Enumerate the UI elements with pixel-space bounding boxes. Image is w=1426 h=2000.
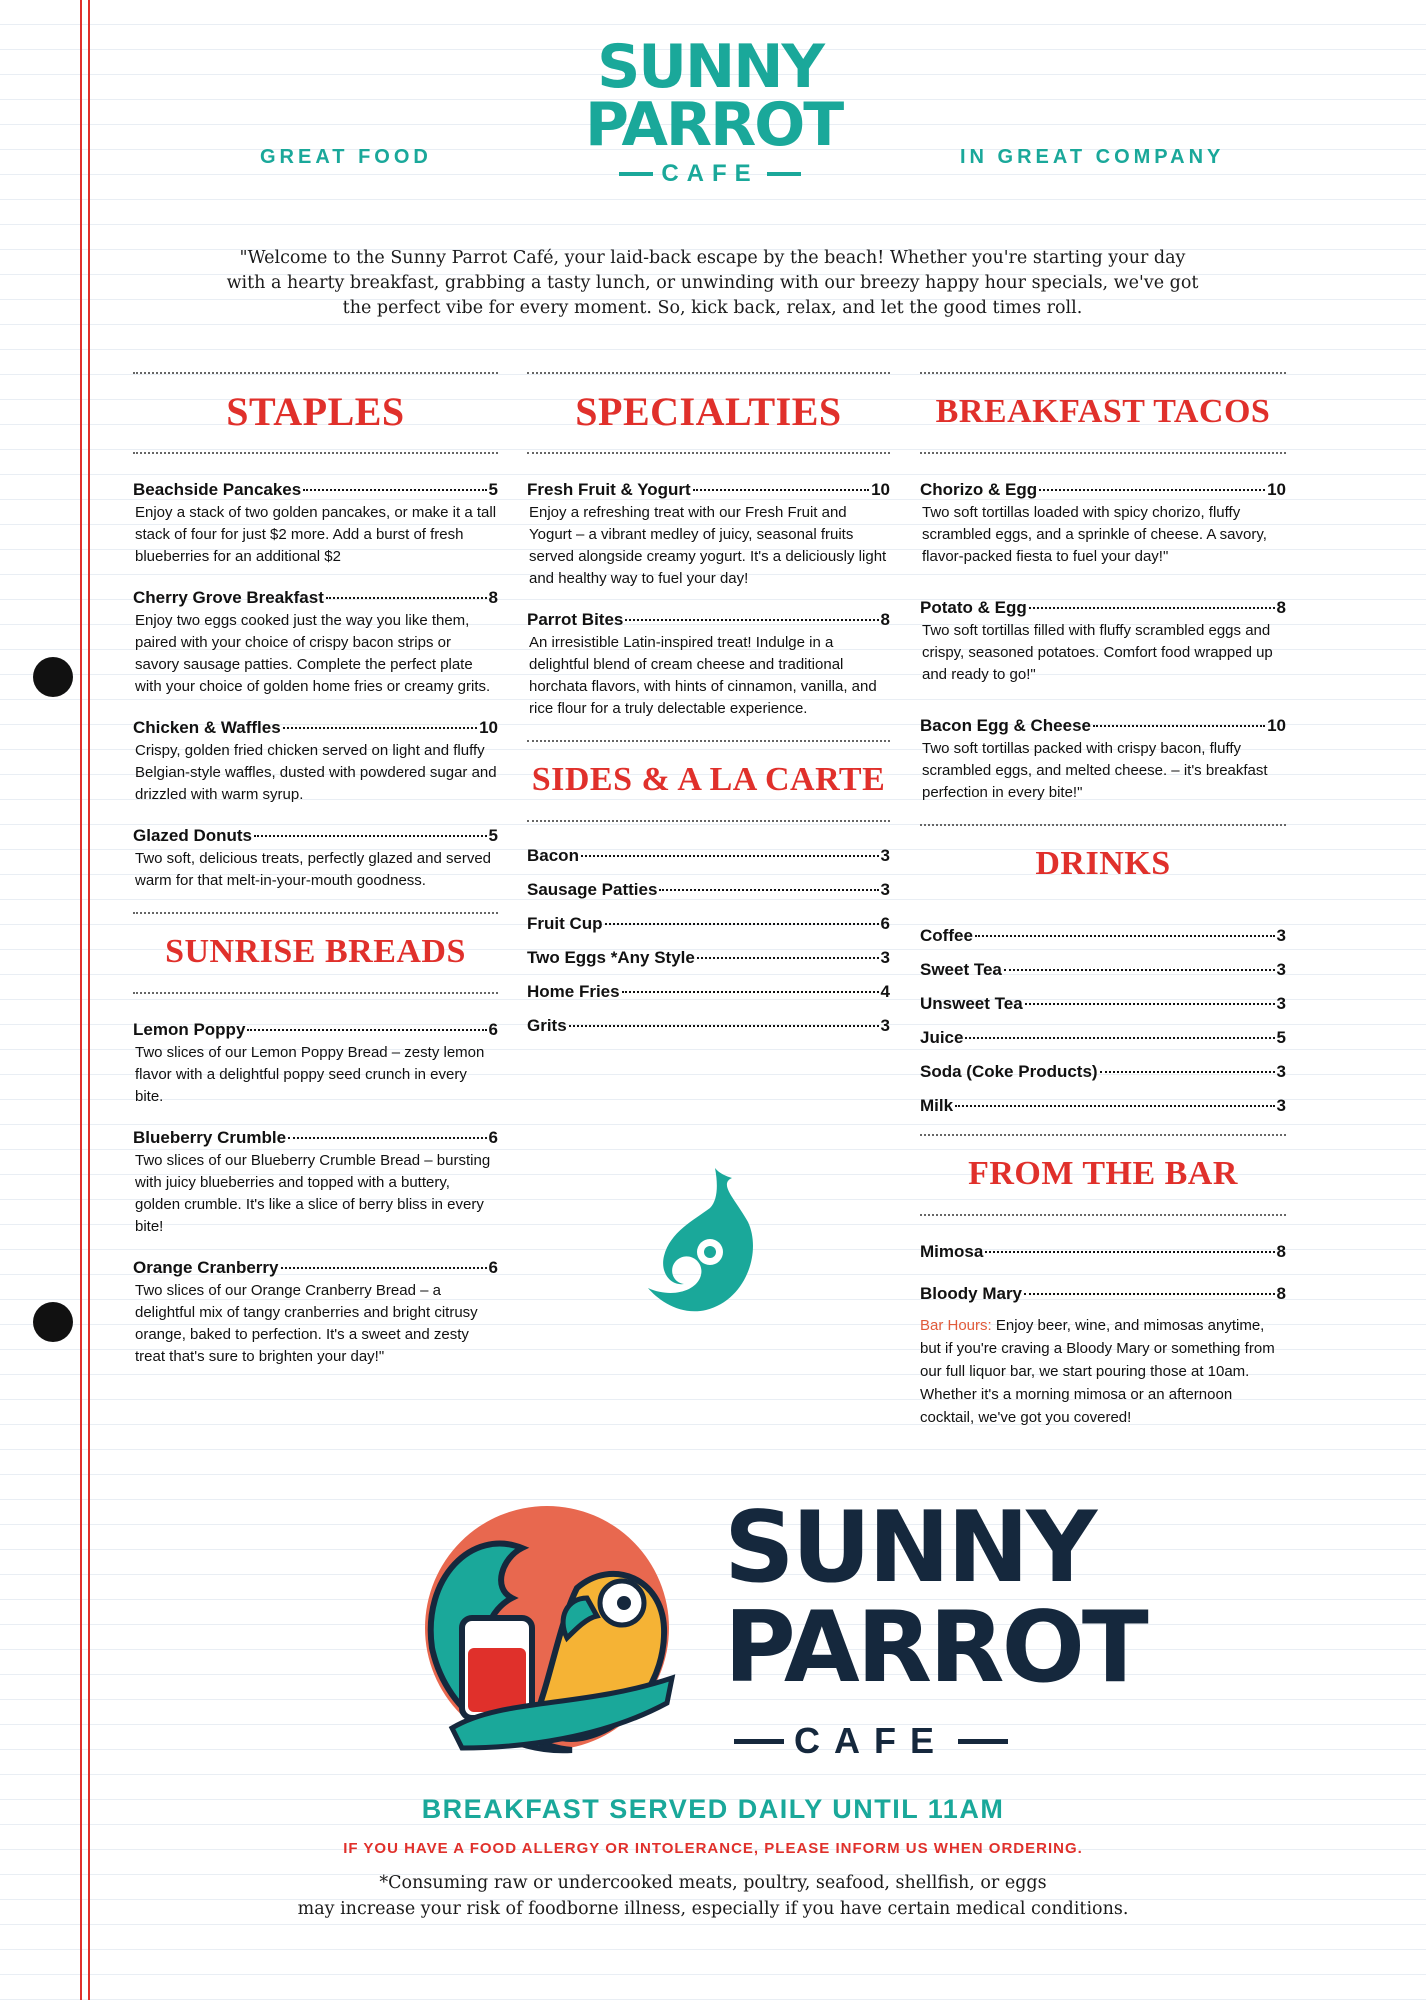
column-left: [133, 372, 498, 1388]
footer-logo: [402, 1488, 1146, 1773]
drink-item: [920, 1062, 1286, 1082]
divider: [133, 992, 498, 994]
item-name: Milk: [920, 1096, 954, 1115]
footer-logo-word-parrot: PARROT: [724, 1591, 1146, 1705]
menu-item: [133, 718, 498, 806]
drink-item: [920, 926, 1286, 946]
item-description: Enjoy a stack of two golden pancakes, or make it a tall stack of four for just $2 more. Add a burst of fresh blueberries for an additional $2: [135, 504, 497, 565]
divider: [527, 372, 890, 374]
item-name: Fruit Cup: [527, 914, 603, 933]
item-name: Home Fries: [527, 982, 620, 1001]
column-center: [527, 372, 890, 1050]
item-description: Enjoy two eggs cooked just the way you like them, paired with your choice of crispy bacon strips or savory sausage patties. Complete the perfect plate with your choice of golden home fries or creamy grits.: [135, 612, 491, 695]
item-price: 8: [488, 588, 498, 607]
item-price: 6: [488, 1020, 498, 1039]
item-name: Cherry Grove Breakfast: [133, 588, 324, 607]
drink-item: [920, 1028, 1286, 1048]
item-description: Two soft, delicious treats, perfectly glazed and served warm for that melt-in-your-mouth goodness.: [135, 850, 492, 889]
item-name: Coffee: [920, 926, 973, 945]
divider: [920, 904, 1286, 906]
item-name: Soda (Coke Products): [920, 1062, 1098, 1081]
divider: [920, 372, 1286, 374]
item-price: 8: [1276, 1284, 1286, 1303]
punch-hole: [33, 1302, 73, 1342]
item-name: Sausage Patties: [527, 880, 658, 899]
menu-item: [133, 1128, 498, 1238]
drink-item: [920, 994, 1286, 1014]
item-description: Two soft tortillas filled with fluffy scrambled eggs and crispy, seasoned potatoes. Comfort food wrapped up and ready to go!": [922, 622, 1273, 683]
item-name: Two Eggs *Any Style: [527, 948, 695, 967]
menu-item: [527, 480, 890, 590]
item-description: Two soft tortillas loaded with spicy chorizo, fluffy scrambled eggs, and a sprinkle of cheese. A savory, flavor-packed fiesta to fuel your day!": [922, 504, 1267, 565]
item-description: Two slices of our Lemon Poppy Bread – zesty lemon flavor with a delightful poppy seed crunch in every bite.: [135, 1044, 485, 1105]
bar-hours-label: Bar Hours:: [920, 1317, 992, 1334]
item-price: 5: [488, 826, 498, 845]
item-name: Sweet Tea: [920, 960, 1002, 979]
section-title-drinks: DRINKS: [1035, 845, 1171, 882]
bar-item: [920, 1284, 1286, 1304]
item-name: Glazed Donuts: [133, 826, 253, 845]
bar-hours-text: Enjoy beer, wine, and mimosas anytime, but if you're craving a Bloody Mary or something from our full liquor bar, we start pouring those at 10am. Whether it's a morning mimosa or an afternoon cocktail, we've got you covered!: [920, 1317, 1275, 1426]
section-title-staples: STAPLES: [226, 389, 405, 434]
consumption-warning-line2: may increase your risk of foodborne illness, especially if you have certain medical conditions.: [297, 1899, 1129, 1919]
item-price: 10: [479, 718, 498, 737]
divider: [920, 1134, 1286, 1136]
menu-item: [133, 1258, 498, 1368]
item-price: 3: [1276, 1096, 1286, 1115]
divider: [527, 740, 890, 742]
item-name: Potato & Egg: [920, 598, 1027, 617]
section-title-sunrise-breads: SUNRISE BREADS: [165, 933, 466, 970]
item-name: Blueberry Crumble: [133, 1128, 287, 1147]
item-price: 3: [880, 846, 890, 865]
item-name: Beachside Pancakes: [133, 480, 302, 499]
item-price: 3: [1276, 1062, 1286, 1081]
item-name: Parrot Bites: [527, 610, 624, 629]
divider: [920, 1214, 1286, 1216]
item-price: 6: [488, 1258, 498, 1277]
item-name: Chicken & Waffles: [133, 718, 281, 737]
consumption-warning: [0, 1870, 1426, 1922]
item-price: 4: [880, 982, 890, 1001]
menu-item: [133, 480, 498, 568]
menu-item: [920, 480, 1286, 568]
consumption-warning-line1: *Consuming raw or undercooked meats, poultry, seafood, shellfish, or eggs: [379, 1873, 1047, 1893]
footer-logo-word-sunny: SUNNY: [724, 1491, 1095, 1605]
intro-text: "Welcome to the Sunny Parrot Café, your laid-back escape by the beach! Whether you're starting your day with a hearty breakfast, grabbing a tasty lunch, or unwinding with our breezy happy hour specials, we've got the perfect vibe for every moment. So, kick back, relax, and let the good times roll.: [226, 248, 1199, 318]
menu-item: [920, 598, 1286, 686]
item-price: 8: [1276, 1242, 1286, 1261]
side-item: [527, 880, 890, 900]
menu-item: [133, 588, 498, 698]
parrot-swirl-icon: [640, 1160, 770, 1320]
logo-word-cafe: CAFE: [661, 160, 759, 187]
side-item: [527, 948, 890, 968]
bar-item: [920, 1242, 1286, 1262]
item-name: Fresh Fruit & Yogurt: [527, 480, 691, 499]
section-title-specialties: SPECIALTIES: [575, 389, 842, 434]
margin-line: [88, 0, 90, 2000]
item-price: 3: [880, 948, 890, 967]
item-price: 3: [1276, 994, 1286, 1013]
allergy-notice: IF YOU HAVE A FOOD ALLERGY OR INTOLERANCE, PLEASE INFORM US WHEN ORDERING.: [343, 1840, 1083, 1857]
section-title-breakfast-tacos: BREAKFAST TACOS: [935, 393, 1271, 430]
item-name: Bacon Egg & Cheese: [920, 716, 1091, 735]
punch-hole: [33, 657, 73, 697]
logo-word-parrot: PARROT: [585, 90, 843, 160]
margin-line: [80, 0, 82, 2000]
item-name: Grits: [527, 1016, 567, 1035]
section-title-sides: SIDES & A LA CARTE: [531, 761, 886, 798]
side-item: [527, 1016, 890, 1036]
side-item: [527, 914, 890, 934]
item-price: 3: [1276, 926, 1286, 945]
divider: [920, 824, 1286, 826]
item-description: Crispy, golden fried chicken served on light and fluffy Belgian-style waffles, dusted with powdered sugar and drizzled with warm syrup.: [135, 742, 497, 803]
item-price: 6: [880, 914, 890, 933]
drink-item: [920, 960, 1286, 980]
item-price: 10: [1267, 716, 1286, 735]
item-description: Two soft tortillas packed with crispy bacon, fluffy scrambled eggs, and melted cheese. – it's breakfast perfection in every bite!": [922, 740, 1268, 801]
item-name: Unsweet Tea: [920, 994, 1023, 1013]
drink-item: [920, 1096, 1286, 1116]
item-price: 10: [1267, 480, 1286, 499]
item-price: 5: [488, 480, 498, 499]
item-price: 3: [880, 1016, 890, 1035]
item-name: Chorizo & Egg: [920, 480, 1038, 499]
side-item: [527, 982, 890, 1002]
divider: [133, 912, 498, 914]
footer-logo-word-cafe: CAFE: [794, 1720, 948, 1761]
parrot-badge-illustration: [402, 1498, 692, 1758]
item-price: 3: [1276, 960, 1286, 979]
divider: [527, 820, 890, 822]
item-price: 5: [1276, 1028, 1286, 1047]
menu-item: [133, 826, 498, 892]
menu-item: [133, 1020, 498, 1108]
item-price: 10: [871, 480, 890, 499]
item-name: Bloody Mary: [920, 1284, 1023, 1303]
breakfast-hours-notice: BREAKFAST SERVED DAILY UNTIL 11AM: [421, 1794, 1005, 1824]
item-price: 3: [880, 880, 890, 899]
logo-word-sunny: SUNNY: [597, 32, 823, 102]
item-price: 6: [488, 1128, 498, 1147]
tagline-left: GREAT FOOD: [260, 146, 432, 168]
logo: [585, 32, 843, 248]
divider: [527, 452, 890, 454]
tagline-right: IN GREAT COMPANY: [960, 146, 1225, 168]
item-name: Orange Cranberry: [133, 1258, 279, 1277]
item-description: Two slices of our Orange Cranberry Bread – a delightful mix of tangy cranberries and bright citrusy orange, baked to perfection. It's a sweet and zesty treat that's sure to brighten your day!": [135, 1282, 478, 1365]
side-item: [527, 846, 890, 866]
section-title-from-the-bar: FROM THE BAR: [968, 1155, 1238, 1192]
menu-item: [527, 610, 890, 720]
item-price: 8: [1276, 598, 1286, 617]
item-price: 8: [880, 610, 890, 629]
divider: [920, 452, 1286, 454]
item-name: Mimosa: [920, 1242, 984, 1261]
item-name: Bacon: [527, 846, 579, 865]
divider: [133, 372, 498, 374]
column-right: [920, 372, 1286, 1429]
item-description: Enjoy a refreshing treat with our Fresh Fruit and Yogurt – a vibrant medley of juicy, seasonal fruits served alongside creamy yogurt. It's a deliciously light and healthy way to fuel your day!: [529, 504, 887, 587]
item-description: Two slices of our Blueberry Crumble Bread – bursting with juicy blueberries and topped with a buttery, golden crumble. It's like a slice of berry bliss in every bite!: [135, 1152, 491, 1235]
item-name: Lemon Poppy: [133, 1020, 246, 1039]
divider: [133, 452, 498, 454]
menu-item: [920, 716, 1286, 804]
item-name: Juice: [920, 1028, 964, 1047]
item-description: An irresistible Latin-inspired treat! Indulge in a delightful blend of cream cheese and traditional horchata flavors, with hints of cinnamon, vanilla, and rice flour for a truly delectable experience.: [529, 634, 877, 717]
bar-hours: [920, 1314, 1286, 1429]
